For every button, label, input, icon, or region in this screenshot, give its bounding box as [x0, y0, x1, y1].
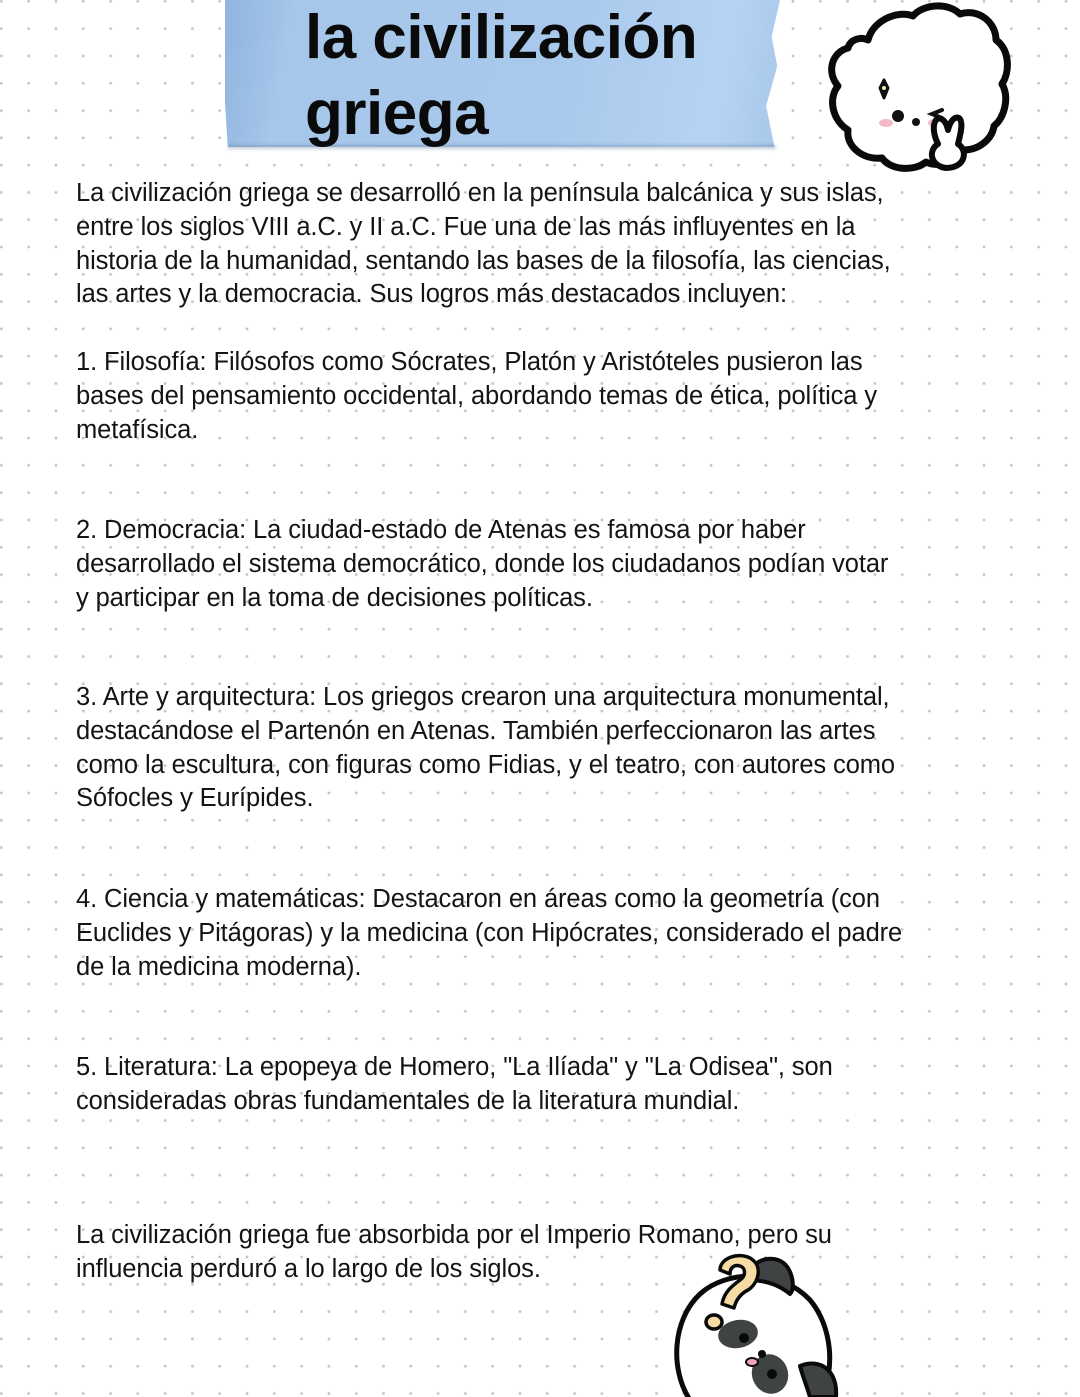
conclusion-line: La civilización griega fue absorbida por el Imperio Romano, pero su [76, 1221, 832, 1249]
achievement-philosophy [76, 346, 877, 447]
intro-line: entre los siglos VIII a.C. y II a.C. Fue una de las más influyentes en la [76, 212, 856, 241]
achievement-art-architecture [76, 681, 895, 816]
intro-line: La civilización griega se desarrolló en la península balcánica y sus islas, [76, 179, 884, 207]
achievement-line: consideradas obras fundamentales de la literatura mundial. [76, 1086, 740, 1115]
achievement-line: metafísica. [76, 415, 199, 444]
achievement-line: de la medicina moderna). [76, 952, 362, 981]
fluffy-creature-sticker-icon [818, 0, 1014, 185]
conclusion-line: influencia perduró a lo largo de los siglos. [76, 1254, 541, 1283]
achievement-line: Sófocles y Eurípides. [76, 784, 314, 813]
intro-line: las artes y la democracia. Sus logros más destacados incluyen: [76, 280, 787, 309]
achievement-line: bases del pensamiento occidental, abordando temas de ética, política y [76, 381, 878, 410]
intro-paragraph [76, 177, 891, 312]
intro-line: historia de la humanidad, sentando las bases de la filosofía, las ciencias, [76, 246, 891, 275]
achievement-line: 5. Literatura: La epopeya de Homero, "La Ilíada" y "La Odisea", son [76, 1053, 833, 1081]
achievement-democracy [76, 514, 888, 615]
achievement-line: destacándose el Partenón en Atenas. También perfeccionaron las artes [76, 716, 876, 745]
panda-question-sticker-icon [660, 1250, 840, 1397]
achievement-line: Euclides y Pitágoras) y la medicina (con Hipócrates, considerado el padre [76, 918, 903, 947]
achievement-line: 3. Arte y arquitectura: Los griegos crearon una arquitectura monumental, [76, 683, 890, 711]
achievement-line: 1. Filosofía: Filósofos como Sócrates, Platón y Aristóteles pusieron las [76, 348, 863, 376]
page-title-line-2: griega [305, 79, 489, 148]
achievement-line: como la escultura, con figuras como Fidias, y el teatro, con autores como [76, 750, 895, 779]
achievement-line: y participar en la toma de decisiones políticas. [76, 583, 593, 612]
achievement-line: desarrollado el sistema democrático, donde los ciudadanos podían votar [76, 549, 889, 578]
achievement-line: 4. Ciencia y matemáticas: Destacaron en áreas como la geometría (con [76, 885, 880, 913]
page-title-line-1: la civilización [305, 3, 698, 72]
page-title [305, 0, 697, 152]
achievement-literature [76, 1051, 833, 1119]
achievement-science-math [76, 883, 902, 984]
achievement-line: 2. Democracia: La ciudad-estado de Atenas es famosa por haber [76, 516, 806, 544]
